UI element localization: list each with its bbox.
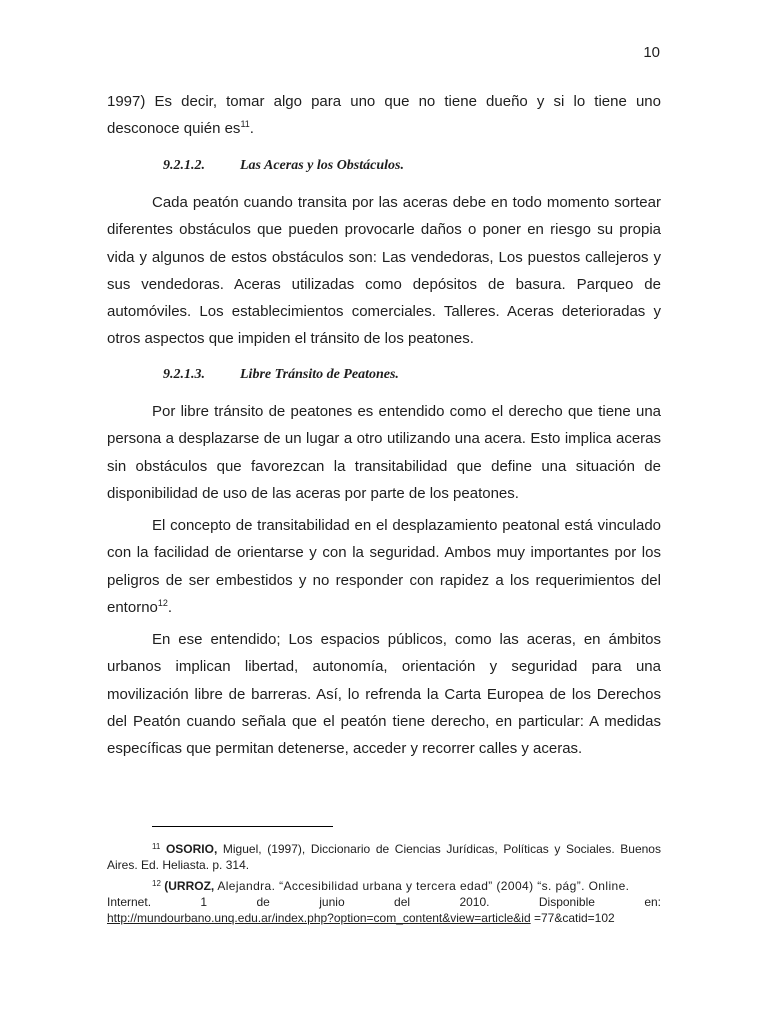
footnote-number: 11 (152, 842, 161, 851)
footnote-text: Miguel, (1997), Diccionario de Ciencias Jurídicas, Políticas y Sociales. Buenos Aires. Ed. Heliasta. p. 314. (107, 842, 661, 872)
footnote-link[interactable]: http://mundourbano.unq.edu.ar/index.php?option=com_content&view=article&id (107, 911, 531, 925)
footnote-separator (152, 826, 333, 827)
footnote-author: OSORIO, (165, 842, 218, 856)
paragraph-intro (107, 88, 661, 143)
footnote-author: (URROZ, (164, 879, 215, 893)
paragraph-espacios-publicos: En ese entendido; Los espacios públicos, como las aceras, en ámbitos urbanos implican libertad, autonomía, orientación y seguridad para una movilización libre de barreras. Así, lo refrenda la Carta Europea de los Derechos del Peatón cuando señala que el peatón tiene derecho, en particular: A medidas específicas que permitan detenerse, acceder y recorrer calles y aceras. (107, 631, 661, 758)
footnote-12-line2: Internet. 1 de junio del 2010. Disponible en: (107, 895, 661, 909)
section-heading-libre-transito (163, 367, 399, 383)
paragraph-end: . (167, 598, 173, 616)
footnote-number: 12 (152, 879, 161, 888)
paragraph-text: El concepto de transitabilidad en el desplazamiento peatonal está vinculado con la facilidad de orientarse y con la seguridad. Ambos muy importantes por los peligros de ser embestidos y no responder con rapidez a los requerimientos del entorno (107, 517, 661, 616)
section-number: 9.2.1.2. (163, 158, 205, 173)
section-number: 9.2.1.3. (163, 367, 205, 382)
footnote-12-line3 (107, 910, 661, 926)
footnote-11 (107, 841, 661, 873)
footnote-12 (107, 878, 661, 894)
section-title: Libre Tránsito de Peatones. (240, 367, 399, 382)
paragraph-end: . (249, 120, 254, 138)
section-title: Las Aceras y los Obstáculos. (240, 158, 404, 173)
footnote-text: Alejandra. “Accesibilidad urbana y tercera edad” (2004) “s. pág”. Online. (214, 879, 630, 893)
footnote-link-rest: =77&catid=102 (530, 911, 615, 925)
section-heading-aceras (163, 158, 404, 174)
paragraph-libre-transito: Por libre tránsito de peatones es entendido como el derecho que tiene una persona a desplazarse de un lugar a otro utilizando una acera. Esto implica aceras sin obstáculos que favorezcan la transitabilidad que define una situación de disponibilidad de uso de las aceras por parte de los peatones. (107, 403, 661, 502)
paragraph-transitabilidad (107, 512, 661, 621)
page-number: 10 (643, 44, 660, 61)
footnote-ref-11[interactable]: 11 (240, 119, 250, 130)
paragraph-obstacles: Cada peatón cuando transita por las aceras debe en todo momento sortear diferentes obstáculos que pueden provocarle daños o poner en riesgo su propia vida y algunos de estos obstáculos son: Las vendedoras, Los puestos callejeros y sus vendedoras. Aceras utilizadas como depósitos de basura. Parqueo de automóviles. Los establecimientos comerciales. Talleres. Aceras deterioradas y otros aspectos que impiden el tránsito de los peatones. (107, 194, 661, 348)
paragraph-text: 1997) Es decir, tomar algo para uno que no tiene dueño y si lo tiene uno desconoce quién es (107, 93, 661, 138)
footnote-ref-12[interactable]: 12 (157, 597, 168, 608)
